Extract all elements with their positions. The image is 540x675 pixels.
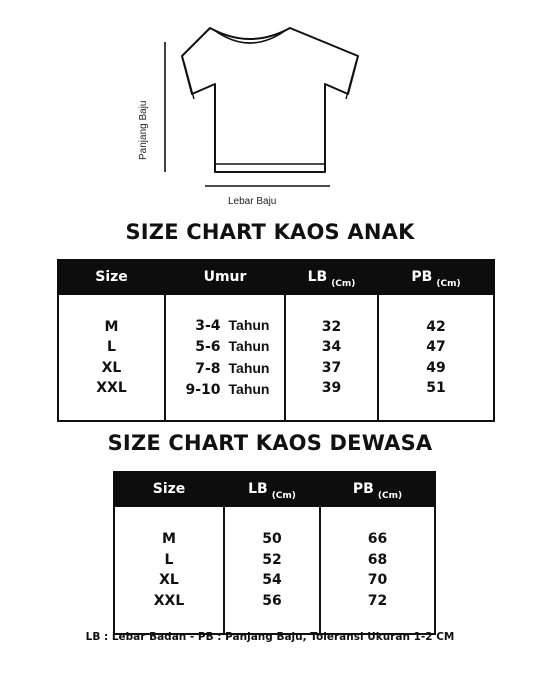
table-header-row xyxy=(114,472,435,506)
pb-value: 72 xyxy=(367,592,388,609)
width-label: Lebar Baju xyxy=(228,196,277,207)
size-value: L xyxy=(107,339,116,355)
pb-value: 49 xyxy=(426,359,446,376)
size-value: XL xyxy=(159,572,179,588)
pb-column xyxy=(378,294,494,421)
age-value: 9-10 xyxy=(185,382,221,398)
age-value: 3-4 xyxy=(195,317,221,334)
adult-chart-title: SIZE CHART KAOS DEWASA xyxy=(107,431,433,455)
lb-value: 54 xyxy=(262,572,282,588)
age-value: 5-6 xyxy=(195,339,221,355)
age-unit: Tahun xyxy=(228,381,270,397)
kids-size-table xyxy=(57,259,495,422)
pb-value: 70 xyxy=(367,572,388,588)
age-unit: Tahun xyxy=(228,359,270,376)
size-value: L xyxy=(164,551,174,568)
adult-size-table xyxy=(113,471,436,635)
header-size: Size xyxy=(58,260,165,294)
lb-value: 37 xyxy=(321,359,342,376)
age-unit: Tahun xyxy=(228,338,270,354)
size-value: M xyxy=(162,531,176,547)
age-unit: Tahun xyxy=(228,316,270,333)
pb-value: 66 xyxy=(367,531,388,547)
header-lb: LB $_{(Cm)}$ xyxy=(224,472,320,506)
length-label: Panjang Baju xyxy=(138,100,149,160)
header-pb: PB $_{(Cm)}$ xyxy=(378,260,494,294)
size-value: XXL xyxy=(153,592,185,609)
size-column xyxy=(114,506,224,634)
lb-value: 39 xyxy=(321,380,342,396)
header-pb: PB $_{(Cm)}$ xyxy=(320,472,435,506)
tshirt-diagram xyxy=(130,20,370,220)
footnote: LB : Lebar Badan - PB : Panjang Baju, Toleransi Ukuran 1-2 CM xyxy=(85,631,455,643)
lb-value: 32 xyxy=(321,318,342,335)
lb-value: 34 xyxy=(321,339,342,355)
table-body-row xyxy=(58,294,494,421)
lb-value: 52 xyxy=(262,551,282,568)
pb-value: 68 xyxy=(367,551,388,568)
kids-chart-title: SIZE CHART KAOS ANAK xyxy=(125,220,415,244)
tshirt-outline-icon xyxy=(130,20,370,220)
size-value: M xyxy=(104,318,119,335)
table-header-row xyxy=(58,260,494,294)
lb-value: 50 xyxy=(262,531,282,547)
lb-column xyxy=(224,506,320,634)
table-body-row xyxy=(114,506,435,634)
lb-column xyxy=(285,294,378,421)
pb-value: 42 xyxy=(426,318,446,335)
pb-column xyxy=(320,506,435,634)
age-column xyxy=(165,294,285,421)
header-age: Umur xyxy=(165,260,285,294)
age-value: 7-8 xyxy=(195,360,221,377)
lb-value: 56 xyxy=(262,592,282,609)
pb-value: 47 xyxy=(426,339,446,355)
header-size: Size xyxy=(114,472,224,506)
size-value: XXL xyxy=(96,380,127,396)
header-lb: LB $_{(Cm)}$ xyxy=(285,260,378,294)
size-column xyxy=(58,294,165,421)
size-value: XL xyxy=(101,359,122,376)
pb-value: 51 xyxy=(426,380,446,396)
